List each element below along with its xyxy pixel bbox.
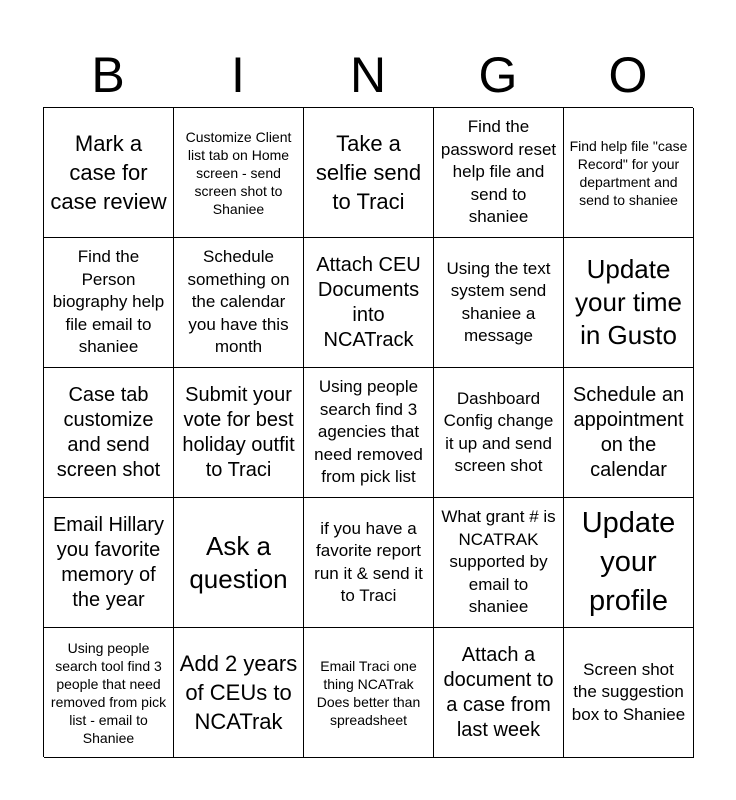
bingo-cell[interactable] bbox=[434, 368, 564, 498]
bingo-cell[interactable] bbox=[434, 628, 564, 758]
bingo-cell[interactable] bbox=[304, 238, 434, 368]
header-letter-n: N bbox=[349, 47, 387, 103]
bingo-cell[interactable] bbox=[564, 628, 694, 758]
bingo-cell[interactable] bbox=[44, 238, 174, 368]
bingo-cell-text: Find help file "case Record" for your department and send to shaniee bbox=[569, 137, 688, 208]
bingo-cell-text: Schedule an appointment on the calendar bbox=[572, 383, 685, 481]
bingo-cell-text: Ask a question bbox=[189, 530, 288, 594]
bingo-cell[interactable] bbox=[44, 108, 174, 238]
bingo-cell-text: Submit your vote for best holiday outfit to Traci bbox=[182, 383, 295, 481]
bingo-cell[interactable] bbox=[304, 628, 434, 758]
bingo-cell-text: Dashboard Config change it up and send screen shot bbox=[443, 388, 554, 475]
bingo-cell-text: Email Hillary you favorite memory of the year bbox=[52, 513, 165, 611]
bingo-cell-text: Customize Client list tab on Home screen - send screen shot to Shaniee bbox=[185, 128, 292, 217]
bingo-header bbox=[43, 44, 693, 106]
bingo-cell[interactable] bbox=[174, 628, 304, 758]
bingo-cell-text: Find the password reset help file and send to shaniee bbox=[440, 117, 557, 227]
bingo-cell-text: Mark a case for case review bbox=[50, 131, 167, 214]
bingo-cell-text: Schedule something on the calendar you have this month bbox=[187, 247, 290, 357]
header-letter-i: I bbox=[231, 47, 245, 103]
bingo-cell-text: Screen shot the suggestion box to Shaniee bbox=[571, 659, 686, 724]
bingo-cell-text: What grant # is NCATRAK supported by email to shaniee bbox=[441, 507, 556, 617]
bingo-cell[interactable] bbox=[434, 108, 564, 238]
header-letter-g: G bbox=[478, 47, 518, 103]
bingo-cell[interactable] bbox=[564, 238, 694, 368]
bingo-grid bbox=[43, 107, 693, 757]
bingo-cell[interactable] bbox=[174, 368, 304, 498]
bingo-cell[interactable] bbox=[304, 108, 434, 238]
bingo-cell-text: if you have a favorite report run it & send it to Traci bbox=[314, 518, 423, 605]
bingo-cell-text: Using people search tool find 3 people that need removed from pick list - email to Shaniee bbox=[50, 639, 167, 746]
bingo-cell[interactable] bbox=[174, 498, 304, 628]
bingo-cell[interactable] bbox=[434, 498, 564, 628]
bingo-cell-text: Update your profile bbox=[581, 507, 676, 617]
bingo-cell[interactable] bbox=[564, 368, 694, 498]
bingo-cell-text: Email Traci one thing NCATrak Does better than spreadsheet bbox=[316, 657, 421, 728]
header-letter-b: B bbox=[91, 47, 125, 103]
bingo-cell[interactable] bbox=[304, 368, 434, 498]
bingo-cell-text: Case tab customize and send screen shot bbox=[56, 383, 161, 481]
bingo-cell[interactable] bbox=[174, 238, 304, 368]
bingo-cell[interactable] bbox=[564, 108, 694, 238]
bingo-cell[interactable] bbox=[174, 108, 304, 238]
bingo-cell-text: Add 2 years of CEUs to NCATrak bbox=[179, 651, 298, 734]
bingo-cell[interactable] bbox=[564, 498, 694, 628]
bingo-cell[interactable] bbox=[44, 368, 174, 498]
bingo-cell[interactable] bbox=[44, 628, 174, 758]
bingo-cell[interactable] bbox=[304, 498, 434, 628]
bingo-cell-text: Take a selfie send to Traci bbox=[315, 131, 422, 214]
bingo-cell-text: Attach CEU Documents into NCATrack bbox=[316, 253, 421, 351]
bingo-cell-text: Using people search find 3 agencies that need removed from pick list bbox=[314, 377, 423, 487]
bingo-cell[interactable] bbox=[434, 238, 564, 368]
bingo-cell-text: Update your time in Gusto bbox=[575, 254, 682, 350]
bingo-cell-text: Attach a document to a case from last week bbox=[443, 643, 554, 741]
bingo-cell[interactable] bbox=[44, 498, 174, 628]
bingo-cell-text: Find the Person biography help file email to shaniee bbox=[52, 247, 165, 357]
bingo-cell-text: Using the text system send shaniee a message bbox=[446, 258, 551, 345]
header-letter-o: O bbox=[608, 47, 648, 103]
